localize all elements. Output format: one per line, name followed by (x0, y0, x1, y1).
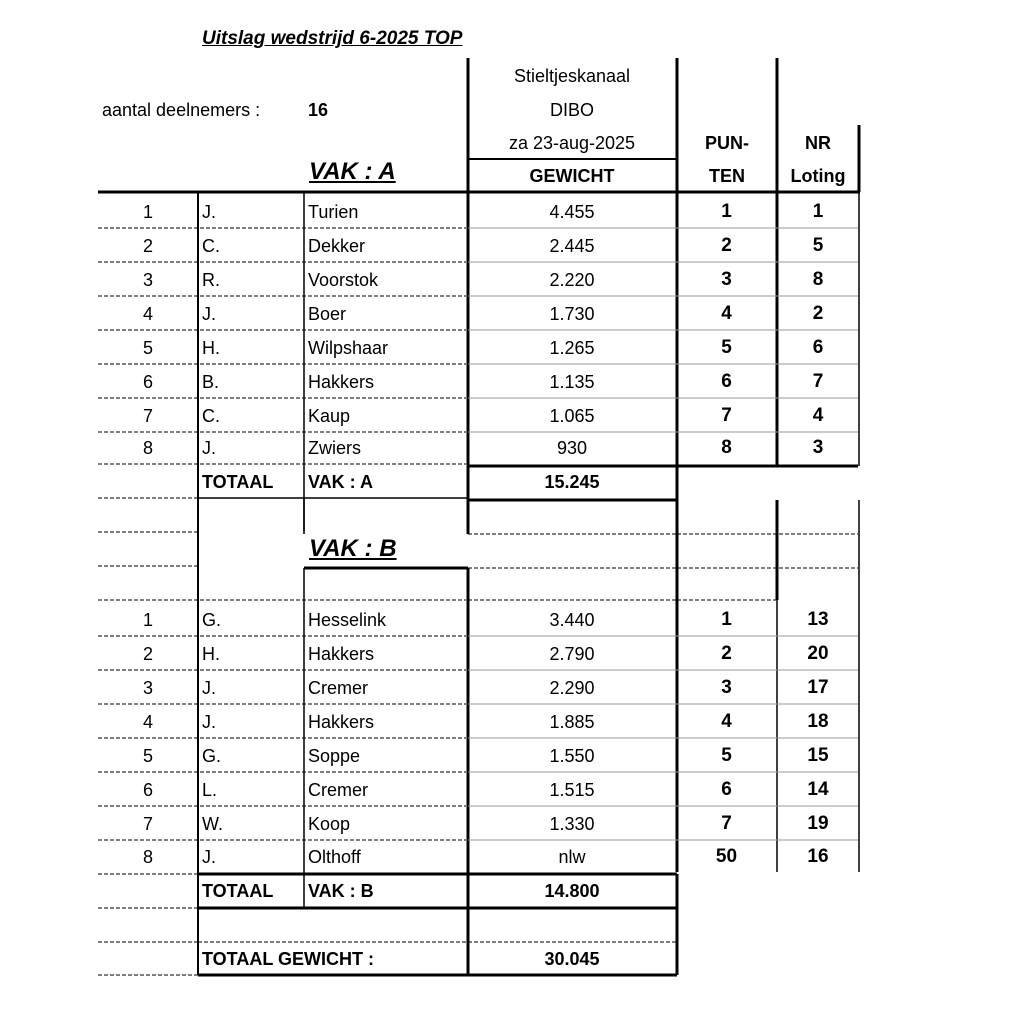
row-weight: 1.065 (549, 406, 595, 426)
row-draw: 8 (812, 269, 824, 290)
row-points: 7 (721, 813, 732, 834)
row-points: 3 (721, 269, 732, 290)
total-label: TOTAAL (202, 881, 274, 901)
table-row (0, 807, 1024, 841)
participants-count: 16 (308, 100, 329, 120)
row-draw: 17 (807, 677, 829, 698)
row-points: 50 (715, 846, 738, 867)
row-initial: B. (202, 372, 220, 392)
row-weight: 1.730 (549, 304, 595, 324)
row-draw: 14 (807, 779, 829, 800)
row-initial: H. (202, 644, 220, 664)
row-points: 8 (721, 437, 732, 458)
row-draw: 15 (807, 745, 829, 766)
row-weight: 1.135 (549, 372, 595, 392)
row-weight: nlw (558, 847, 586, 867)
row-weight: 2.790 (549, 644, 595, 664)
row-points: 7 (721, 405, 732, 426)
row-draw: 6 (812, 337, 824, 358)
row-name: Olthoff (308, 847, 361, 867)
grand-total-weight: 30.045 (544, 949, 600, 969)
section-a-title: VAK : A (309, 158, 396, 185)
row-name: Cremer (308, 678, 369, 698)
table-row (0, 365, 1024, 399)
row-name: Hesselink (308, 610, 387, 630)
row-name: Cremer (308, 780, 369, 800)
row-nr: 7 (142, 406, 153, 426)
table-row (0, 399, 1024, 433)
header-points-2: TEN (709, 166, 745, 186)
row-draw: 20 (807, 643, 829, 664)
total-vak: VAK : A (308, 472, 373, 492)
row-name: Dekker (308, 236, 366, 256)
row-draw: 7 (812, 371, 824, 392)
row-name: Hakkers (308, 372, 375, 392)
row-draw: 2 (812, 303, 824, 324)
table-row (0, 331, 1024, 365)
row-weight: 2.290 (549, 678, 595, 698)
row-draw: 13 (807, 609, 829, 630)
section-b-title: VAK : B (309, 535, 397, 562)
row-initial: H. (202, 338, 220, 358)
row-points: 6 (721, 779, 732, 800)
total-row (0, 874, 1024, 908)
row-name: Boer (308, 304, 347, 324)
participants-label: aantal deelnemers : (102, 100, 261, 120)
row-draw: 1 (812, 201, 824, 222)
row-initial: G. (202, 610, 222, 630)
row-points: 5 (721, 337, 732, 358)
table-row (0, 739, 1024, 773)
row-nr: 5 (142, 338, 153, 358)
grand-total-label: TOTAAL GEWICHT : (202, 949, 374, 969)
table-row (0, 603, 1024, 637)
row-points: 4 (721, 303, 732, 324)
row-weight: 1.550 (549, 746, 595, 766)
row-initial: C. (202, 236, 220, 256)
row-points: 2 (721, 235, 732, 256)
header-draw-1: NR (805, 133, 831, 153)
row-nr: 3 (142, 678, 153, 698)
row-nr: 8 (142, 847, 153, 867)
row-initial: J. (202, 847, 217, 867)
grand-total-row (0, 942, 1024, 976)
page-title: Uitslag wedstrijd 6-2025 TOP (202, 28, 463, 49)
row-nr: 1 (142, 610, 153, 630)
row-points: 1 (721, 609, 732, 630)
header-location: Stieltjeskanaal (513, 66, 631, 86)
row-draw: 3 (812, 437, 824, 458)
row-points: 3 (721, 677, 732, 698)
row-name: Voorstok (308, 270, 379, 290)
row-weight: 3.440 (549, 610, 595, 630)
row-weight: 1.330 (549, 814, 595, 834)
row-nr: 4 (142, 304, 153, 324)
row-initial: J. (202, 202, 217, 222)
row-initial: J. (202, 678, 217, 698)
row-name: Turien (308, 202, 359, 222)
header-points-1: PUN- (705, 133, 749, 153)
row-weight: 930 (556, 438, 588, 458)
row-initial: R. (202, 270, 220, 290)
row-draw: 4 (812, 405, 824, 426)
total-weight: 15.245 (544, 472, 600, 492)
row-initial: J. (202, 712, 217, 732)
row-points: 6 (721, 371, 732, 392)
row-name: Hakkers (308, 712, 375, 732)
row-points: 2 (721, 643, 732, 664)
table-row (0, 263, 1024, 297)
row-name: Hakkers (308, 644, 375, 664)
total-vak: VAK : B (308, 881, 374, 901)
row-nr: 3 (142, 270, 153, 290)
table-row (0, 840, 1024, 874)
row-nr: 6 (142, 372, 153, 392)
row-draw: 16 (807, 846, 829, 867)
row-name: Kaup (308, 406, 351, 426)
header-date: za 23-aug-2025 (508, 133, 636, 153)
table-row (0, 229, 1024, 263)
row-points: 4 (721, 711, 732, 732)
row-nr: 5 (142, 746, 153, 766)
table-row (0, 705, 1024, 739)
row-name: Wilpshaar (308, 338, 389, 358)
row-weight: 1.265 (549, 338, 595, 358)
row-name: Koop (308, 814, 351, 834)
row-points: 1 (721, 201, 732, 222)
header-weight: GEWICHT (529, 166, 615, 186)
header-club: DIBO (549, 100, 594, 120)
row-weight: 4.455 (549, 202, 595, 222)
header-draw-2: Loting (790, 166, 846, 186)
row-nr: 2 (142, 236, 153, 256)
row-initial: W. (202, 814, 223, 834)
row-nr: 7 (142, 814, 153, 834)
row-draw: 5 (812, 235, 824, 256)
row-initial: J. (202, 438, 217, 458)
row-nr: 4 (142, 712, 153, 732)
table-row (0, 637, 1024, 671)
row-nr: 6 (142, 780, 153, 800)
table-row (0, 195, 1024, 229)
row-initial: G. (202, 746, 222, 766)
row-draw: 19 (807, 813, 829, 834)
row-draw: 18 (807, 711, 829, 732)
row-weight: 1.885 (549, 712, 595, 732)
row-name: Zwiers (308, 438, 361, 458)
row-points: 5 (721, 745, 732, 766)
table-row (0, 773, 1024, 807)
row-nr: 8 (142, 438, 153, 458)
total-weight: 14.800 (544, 881, 600, 901)
row-initial: J. (202, 304, 217, 324)
table-row (0, 671, 1024, 705)
row-weight: 2.220 (549, 270, 595, 290)
table-row (0, 297, 1024, 331)
table-row (0, 431, 1024, 465)
row-nr: 2 (142, 644, 153, 664)
total-row (0, 465, 1024, 499)
row-initial: C. (202, 406, 220, 426)
row-nr: 1 (142, 202, 153, 222)
row-weight: 2.445 (549, 236, 595, 256)
row-name: Soppe (308, 746, 361, 766)
row-weight: 1.515 (549, 780, 595, 800)
total-label: TOTAAL (202, 472, 274, 492)
row-initial: L. (202, 780, 218, 800)
